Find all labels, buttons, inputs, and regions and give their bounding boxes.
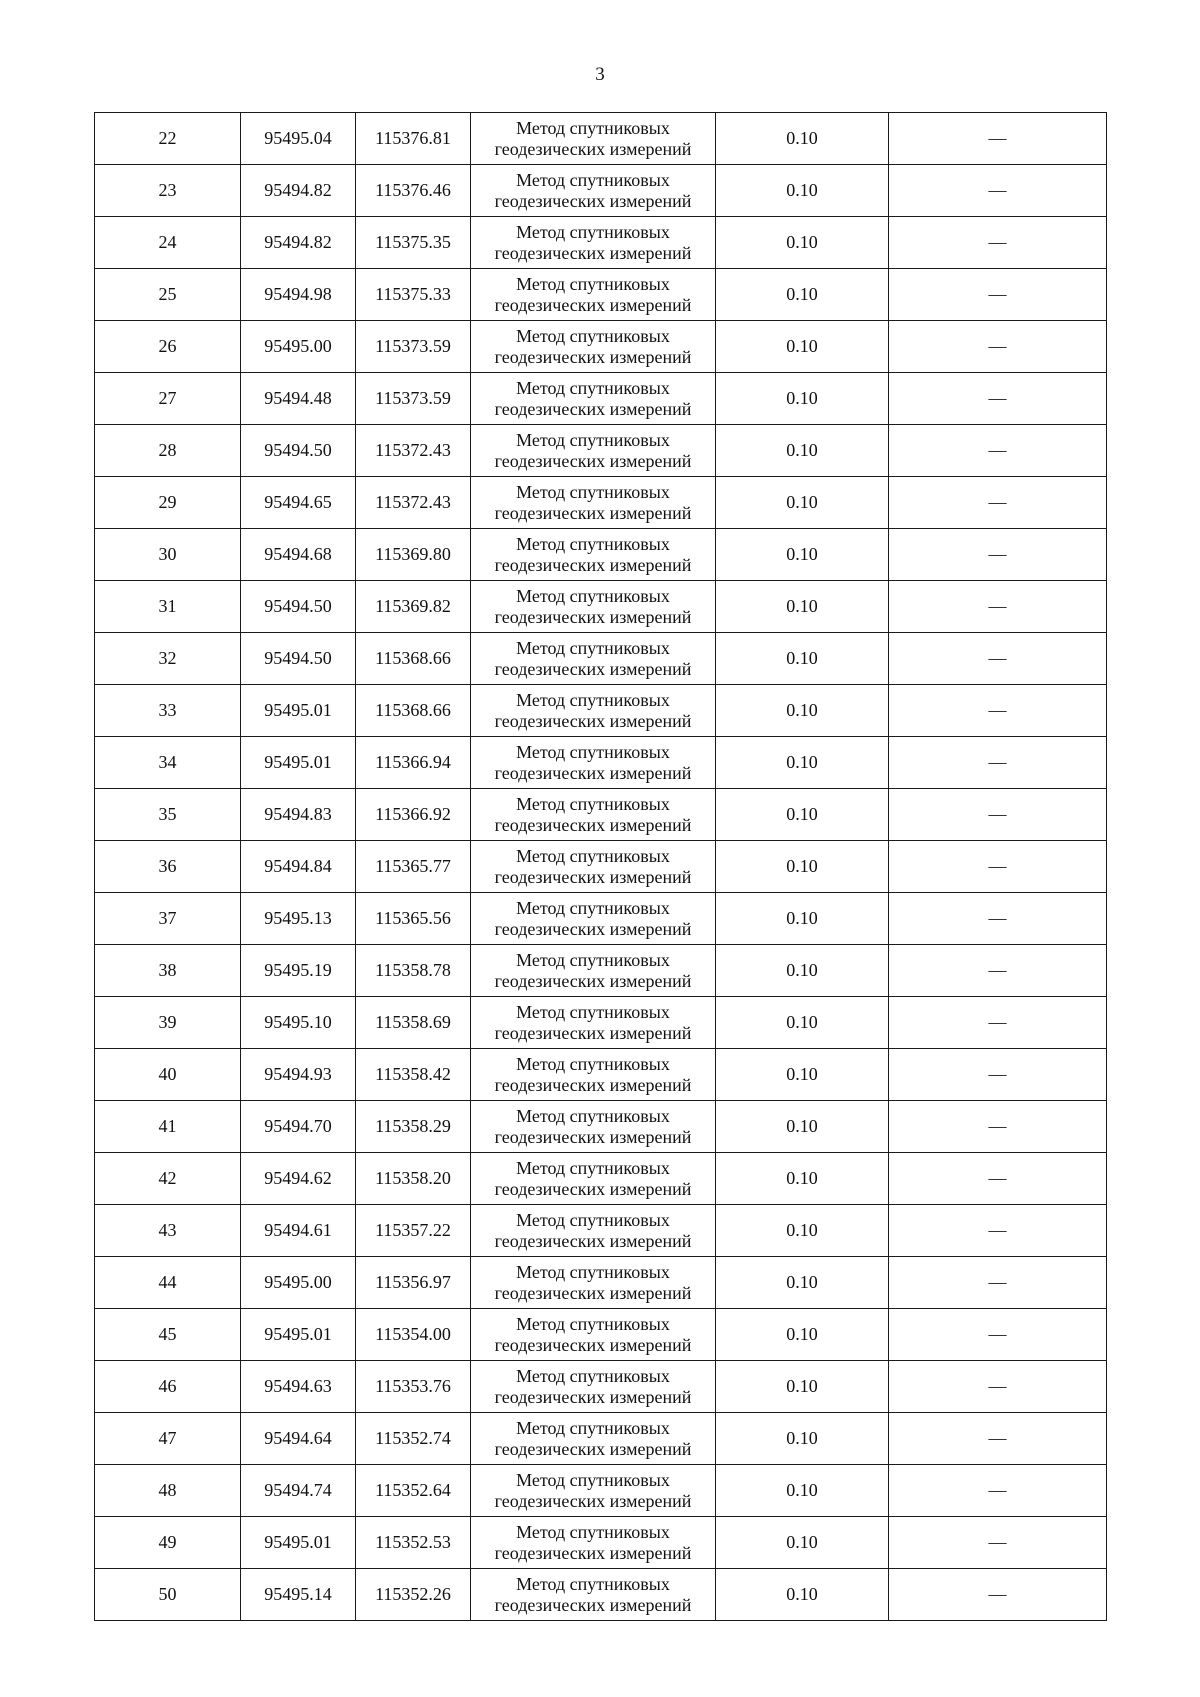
table-row <box>95 1049 1107 1101</box>
method-line-1: Метод спутниковых <box>516 897 670 918</box>
method-line-1: Метод спутниковых <box>516 429 670 450</box>
page-number: 3 <box>595 64 605 85</box>
table-row <box>95 1413 1107 1465</box>
cell-accuracy: 0.10 <box>716 945 889 997</box>
method-line-2: геодезических измерений <box>494 866 692 887</box>
cell-coordinate-x: 95494.74 <box>241 1465 356 1517</box>
table-row <box>95 321 1107 373</box>
cell-point-number: 40 <box>95 1049 241 1101</box>
table-row <box>95 1101 1107 1153</box>
cell-method <box>471 321 716 373</box>
method-line-1: Метод спутниковых <box>516 481 670 502</box>
cell-point-number: 27 <box>95 373 241 425</box>
table-row <box>95 841 1107 893</box>
cell-accuracy: 0.10 <box>716 1205 889 1257</box>
table-row <box>95 477 1107 529</box>
method-line-1: Метод спутниковых <box>516 949 670 970</box>
cell-coordinate-x: 95494.84 <box>241 841 356 893</box>
cell-method <box>471 529 716 581</box>
method-line-2: геодезических измерений <box>494 1542 692 1563</box>
cell-method <box>471 1257 716 1309</box>
cell-note: — <box>889 113 1107 165</box>
cell-point-number: 26 <box>95 321 241 373</box>
cell-note: — <box>889 1569 1107 1621</box>
cell-coordinate-x: 95495.01 <box>241 1517 356 1569</box>
cell-coordinate-x: 95494.98 <box>241 269 356 321</box>
cell-accuracy: 0.10 <box>716 633 889 685</box>
cell-method <box>471 1309 716 1361</box>
method-line-2: геодезических измерений <box>494 346 692 367</box>
method-line-1: Метод спутниковых <box>516 1521 670 1542</box>
method-line-2: геодезических измерений <box>494 242 692 263</box>
cell-method <box>471 1517 716 1569</box>
cell-coordinate-x: 95494.83 <box>241 789 356 841</box>
cell-method <box>471 841 716 893</box>
cell-coordinate-x: 95495.00 <box>241 1257 356 1309</box>
method-line-2: геодезических измерений <box>494 1594 692 1615</box>
method-line-1: Метод спутниковых <box>516 1417 670 1438</box>
method-line-1: Метод спутниковых <box>516 689 670 710</box>
method-line-1: Метод спутниковых <box>516 1105 670 1126</box>
cell-coordinate-y: 115358.29 <box>356 1101 471 1153</box>
cell-coordinate-x: 95495.13 <box>241 893 356 945</box>
cell-note: — <box>889 633 1107 685</box>
cell-note: — <box>889 425 1107 477</box>
table-row <box>95 425 1107 477</box>
cell-accuracy: 0.10 <box>716 529 889 581</box>
cell-accuracy: 0.10 <box>716 269 889 321</box>
cell-coordinate-x: 95495.04 <box>241 113 356 165</box>
coordinates-table <box>94 112 1107 1621</box>
cell-method <box>471 1569 716 1621</box>
cell-coordinate-x: 95494.65 <box>241 477 356 529</box>
cell-coordinate-x: 95494.64 <box>241 1413 356 1465</box>
method-line-2: геодезических измерений <box>494 1022 692 1043</box>
cell-coordinate-y: 115366.94 <box>356 737 471 789</box>
table-row <box>95 1465 1107 1517</box>
table-row <box>95 789 1107 841</box>
cell-coordinate-x: 95495.10 <box>241 997 356 1049</box>
cell-method <box>471 1153 716 1205</box>
method-line-1: Метод спутниковых <box>516 585 670 606</box>
table-row <box>95 1257 1107 1309</box>
cell-point-number: 44 <box>95 1257 241 1309</box>
cell-point-number: 39 <box>95 997 241 1049</box>
cell-accuracy: 0.10 <box>716 1517 889 1569</box>
method-line-1: Метод спутниковых <box>516 325 670 346</box>
table-row <box>95 685 1107 737</box>
cell-method <box>471 113 716 165</box>
table-row <box>95 945 1107 997</box>
cell-note: — <box>889 737 1107 789</box>
cell-coordinate-y: 115357.22 <box>356 1205 471 1257</box>
coordinates-table-body <box>95 113 1107 1621</box>
cell-accuracy: 0.10 <box>716 477 889 529</box>
cell-coordinate-x: 95494.93 <box>241 1049 356 1101</box>
cell-coordinate-x: 95494.70 <box>241 1101 356 1153</box>
cell-accuracy: 0.10 <box>716 1257 889 1309</box>
cell-coordinate-y: 115373.59 <box>356 373 471 425</box>
cell-accuracy: 0.10 <box>716 841 889 893</box>
cell-point-number: 42 <box>95 1153 241 1205</box>
cell-note: — <box>889 1101 1107 1153</box>
cell-note: — <box>889 1153 1107 1205</box>
cell-note: — <box>889 1257 1107 1309</box>
cell-note: — <box>889 841 1107 893</box>
method-line-1: Метод спутниковых <box>516 377 670 398</box>
table-row <box>95 1517 1107 1569</box>
cell-point-number: 48 <box>95 1465 241 1517</box>
cell-coordinate-x: 95494.50 <box>241 425 356 477</box>
method-line-2: геодезических измерений <box>494 1178 692 1199</box>
method-line-1: Метод спутниковых <box>516 1313 670 1334</box>
cell-coordinate-x: 95495.01 <box>241 737 356 789</box>
cell-accuracy: 0.10 <box>716 685 889 737</box>
cell-note: — <box>889 165 1107 217</box>
method-line-1: Метод спутниковых <box>516 793 670 814</box>
cell-coordinate-y: 115356.97 <box>356 1257 471 1309</box>
cell-note: — <box>889 1049 1107 1101</box>
cell-note: — <box>889 997 1107 1049</box>
cell-point-number: 47 <box>95 1413 241 1465</box>
method-line-1: Метод спутниковых <box>516 221 670 242</box>
cell-note: — <box>889 373 1107 425</box>
cell-accuracy: 0.10 <box>716 1361 889 1413</box>
cell-method <box>471 373 716 425</box>
cell-coordinate-x: 95495.00 <box>241 321 356 373</box>
cell-method <box>471 1465 716 1517</box>
table-row <box>95 633 1107 685</box>
cell-point-number: 35 <box>95 789 241 841</box>
cell-accuracy: 0.10 <box>716 789 889 841</box>
cell-point-number: 36 <box>95 841 241 893</box>
cell-coordinate-x: 95494.62 <box>241 1153 356 1205</box>
method-line-2: геодезических измерений <box>494 1334 692 1355</box>
table-row <box>95 165 1107 217</box>
cell-method <box>471 581 716 633</box>
cell-note: — <box>889 529 1107 581</box>
cell-coordinate-x: 95495.14 <box>241 1569 356 1621</box>
cell-point-number: 45 <box>95 1309 241 1361</box>
cell-point-number: 43 <box>95 1205 241 1257</box>
cell-method <box>471 1361 716 1413</box>
cell-coordinate-y: 115368.66 <box>356 685 471 737</box>
cell-note: — <box>889 217 1107 269</box>
cell-point-number: 31 <box>95 581 241 633</box>
cell-point-number: 29 <box>95 477 241 529</box>
cell-accuracy: 0.10 <box>716 1309 889 1361</box>
cell-point-number: 41 <box>95 1101 241 1153</box>
cell-method <box>471 945 716 997</box>
cell-note: — <box>889 477 1107 529</box>
cell-coordinate-y: 115353.76 <box>356 1361 471 1413</box>
cell-coordinate-y: 115352.53 <box>356 1517 471 1569</box>
method-line-2: геодезических измерений <box>494 1490 692 1511</box>
cell-coordinate-y: 115368.66 <box>356 633 471 685</box>
method-line-2: геодезических измерений <box>494 918 692 939</box>
cell-coordinate-y: 115365.56 <box>356 893 471 945</box>
cell-point-number: 34 <box>95 737 241 789</box>
cell-method <box>471 477 716 529</box>
cell-coordinate-x: 95494.61 <box>241 1205 356 1257</box>
cell-coordinate-x: 95494.82 <box>241 165 356 217</box>
cell-accuracy: 0.10 <box>716 737 889 789</box>
method-line-2: геодезических измерений <box>494 398 692 419</box>
cell-method <box>471 217 716 269</box>
cell-coordinate-x: 95494.82 <box>241 217 356 269</box>
table-row <box>95 529 1107 581</box>
cell-coordinate-y: 115376.81 <box>356 113 471 165</box>
cell-coordinate-y: 115375.35 <box>356 217 471 269</box>
table-row <box>95 373 1107 425</box>
cell-coordinate-x: 95495.01 <box>241 1309 356 1361</box>
table-row <box>95 1569 1107 1621</box>
method-line-1: Метод спутниковых <box>516 1001 670 1022</box>
method-line-1: Метод спутниковых <box>516 845 670 866</box>
cell-note: — <box>889 1309 1107 1361</box>
cell-accuracy: 0.10 <box>716 581 889 633</box>
cell-point-number: 38 <box>95 945 241 997</box>
cell-accuracy: 0.10 <box>716 425 889 477</box>
method-line-1: Метод спутниковых <box>516 1209 670 1230</box>
cell-coordinate-x: 95494.50 <box>241 633 356 685</box>
cell-coordinate-y: 115352.64 <box>356 1465 471 1517</box>
method-line-1: Метод спутниковых <box>516 117 670 138</box>
method-line-1: Метод спутниковых <box>516 1157 670 1178</box>
method-line-1: Метод спутниковых <box>516 637 670 658</box>
cell-note: — <box>889 1517 1107 1569</box>
cell-point-number: 25 <box>95 269 241 321</box>
cell-accuracy: 0.10 <box>716 1153 889 1205</box>
cell-note: — <box>889 945 1107 997</box>
cell-method <box>471 789 716 841</box>
cell-method <box>471 893 716 945</box>
cell-coordinate-y: 115372.43 <box>356 425 471 477</box>
method-line-2: геодезических измерений <box>494 814 692 835</box>
method-line-1: Метод спутниковых <box>516 741 670 762</box>
cell-coordinate-x: 95494.48 <box>241 373 356 425</box>
cell-accuracy: 0.10 <box>716 997 889 1049</box>
method-line-2: геодезических измерений <box>494 1126 692 1147</box>
cell-point-number: 22 <box>95 113 241 165</box>
cell-coordinate-y: 115369.82 <box>356 581 471 633</box>
table-row <box>95 217 1107 269</box>
method-line-2: геодезических измерений <box>494 658 692 679</box>
cell-coordinate-y: 115372.43 <box>356 477 471 529</box>
cell-accuracy: 0.10 <box>716 113 889 165</box>
cell-method <box>471 1101 716 1153</box>
method-line-2: геодезических измерений <box>494 450 692 471</box>
cell-coordinate-x: 95494.63 <box>241 1361 356 1413</box>
cell-coordinate-x: 95494.50 <box>241 581 356 633</box>
cell-coordinate-x: 95495.19 <box>241 945 356 997</box>
cell-accuracy: 0.10 <box>716 217 889 269</box>
method-line-2: геодезических измерений <box>494 1282 692 1303</box>
cell-point-number: 46 <box>95 1361 241 1413</box>
method-line-2: геодезических измерений <box>494 190 692 211</box>
cell-method <box>471 1049 716 1101</box>
cell-note: — <box>889 685 1107 737</box>
cell-point-number: 24 <box>95 217 241 269</box>
table-row <box>95 1361 1107 1413</box>
cell-coordinate-y: 115376.46 <box>356 165 471 217</box>
cell-accuracy: 0.10 <box>716 1049 889 1101</box>
cell-coordinate-y: 115352.26 <box>356 1569 471 1621</box>
cell-method <box>471 269 716 321</box>
cell-coordinate-y: 115352.74 <box>356 1413 471 1465</box>
cell-method <box>471 997 716 1049</box>
cell-coordinate-y: 115365.77 <box>356 841 471 893</box>
cell-note: — <box>889 893 1107 945</box>
cell-method <box>471 1413 716 1465</box>
cell-accuracy: 0.10 <box>716 1465 889 1517</box>
cell-coordinate-y: 115358.78 <box>356 945 471 997</box>
cell-method <box>471 737 716 789</box>
method-line-2: геодезических измерений <box>494 1074 692 1095</box>
cell-coordinate-y: 115354.00 <box>356 1309 471 1361</box>
cell-method <box>471 633 716 685</box>
cell-point-number: 37 <box>95 893 241 945</box>
cell-note: — <box>889 1205 1107 1257</box>
method-line-2: геодезических измерений <box>494 1386 692 1407</box>
cell-coordinate-y: 115358.69 <box>356 997 471 1049</box>
method-line-2: геодезических измерений <box>494 554 692 575</box>
method-line-2: геодезических измерений <box>494 710 692 731</box>
cell-point-number: 30 <box>95 529 241 581</box>
table-row <box>95 269 1107 321</box>
table-row <box>95 997 1107 1049</box>
method-line-1: Метод спутниковых <box>516 1053 670 1074</box>
method-line-2: геодезических измерений <box>494 294 692 315</box>
method-line-2: геодезических измерений <box>494 1230 692 1251</box>
cell-note: — <box>889 1465 1107 1517</box>
method-line-1: Метод спутниковых <box>516 533 670 554</box>
cell-coordinate-y: 115366.92 <box>356 789 471 841</box>
cell-point-number: 33 <box>95 685 241 737</box>
cell-coordinate-y: 115358.20 <box>356 1153 471 1205</box>
cell-accuracy: 0.10 <box>716 1413 889 1465</box>
cell-method <box>471 425 716 477</box>
table-row <box>95 737 1107 789</box>
method-line-1: Метод спутниковых <box>516 1573 670 1594</box>
method-line-2: геодезических измерений <box>494 606 692 627</box>
table-row <box>95 1153 1107 1205</box>
cell-method <box>471 685 716 737</box>
cell-note: — <box>889 1361 1107 1413</box>
method-line-2: геодезических измерений <box>494 1438 692 1459</box>
cell-coordinate-y: 115369.80 <box>356 529 471 581</box>
cell-accuracy: 0.10 <box>716 1101 889 1153</box>
cell-coordinate-y: 115373.59 <box>356 321 471 373</box>
method-line-1: Метод спутниковых <box>516 169 670 190</box>
cell-point-number: 23 <box>95 165 241 217</box>
method-line-2: геодезических измерений <box>494 762 692 783</box>
method-line-1: Метод спутниковых <box>516 1469 670 1490</box>
cell-note: — <box>889 269 1107 321</box>
cell-method <box>471 1205 716 1257</box>
cell-coordinate-x: 95495.01 <box>241 685 356 737</box>
cell-accuracy: 0.10 <box>716 1569 889 1621</box>
cell-point-number: 49 <box>95 1517 241 1569</box>
method-line-2: геодезических измерений <box>494 138 692 159</box>
cell-note: — <box>889 581 1107 633</box>
table-row <box>95 581 1107 633</box>
cell-note: — <box>889 789 1107 841</box>
method-line-2: геодезических измерений <box>494 970 692 991</box>
method-line-1: Метод спутниковых <box>516 1365 670 1386</box>
cell-coordinate-x: 95494.68 <box>241 529 356 581</box>
table-row <box>95 893 1107 945</box>
cell-coordinate-y: 115375.33 <box>356 269 471 321</box>
cell-point-number: 32 <box>95 633 241 685</box>
table-row <box>95 113 1107 165</box>
cell-coordinate-y: 115358.42 <box>356 1049 471 1101</box>
cell-accuracy: 0.10 <box>716 373 889 425</box>
cell-point-number: 50 <box>95 1569 241 1621</box>
cell-note: — <box>889 1413 1107 1465</box>
method-line-2: геодезических измерений <box>494 502 692 523</box>
table-row <box>95 1309 1107 1361</box>
cell-accuracy: 0.10 <box>716 893 889 945</box>
cell-accuracy: 0.10 <box>716 321 889 373</box>
cell-method <box>471 165 716 217</box>
cell-accuracy: 0.10 <box>716 165 889 217</box>
cell-point-number: 28 <box>95 425 241 477</box>
table-row <box>95 1205 1107 1257</box>
method-line-1: Метод спутниковых <box>516 273 670 294</box>
cell-note: — <box>889 321 1107 373</box>
method-line-1: Метод спутниковых <box>516 1261 670 1282</box>
